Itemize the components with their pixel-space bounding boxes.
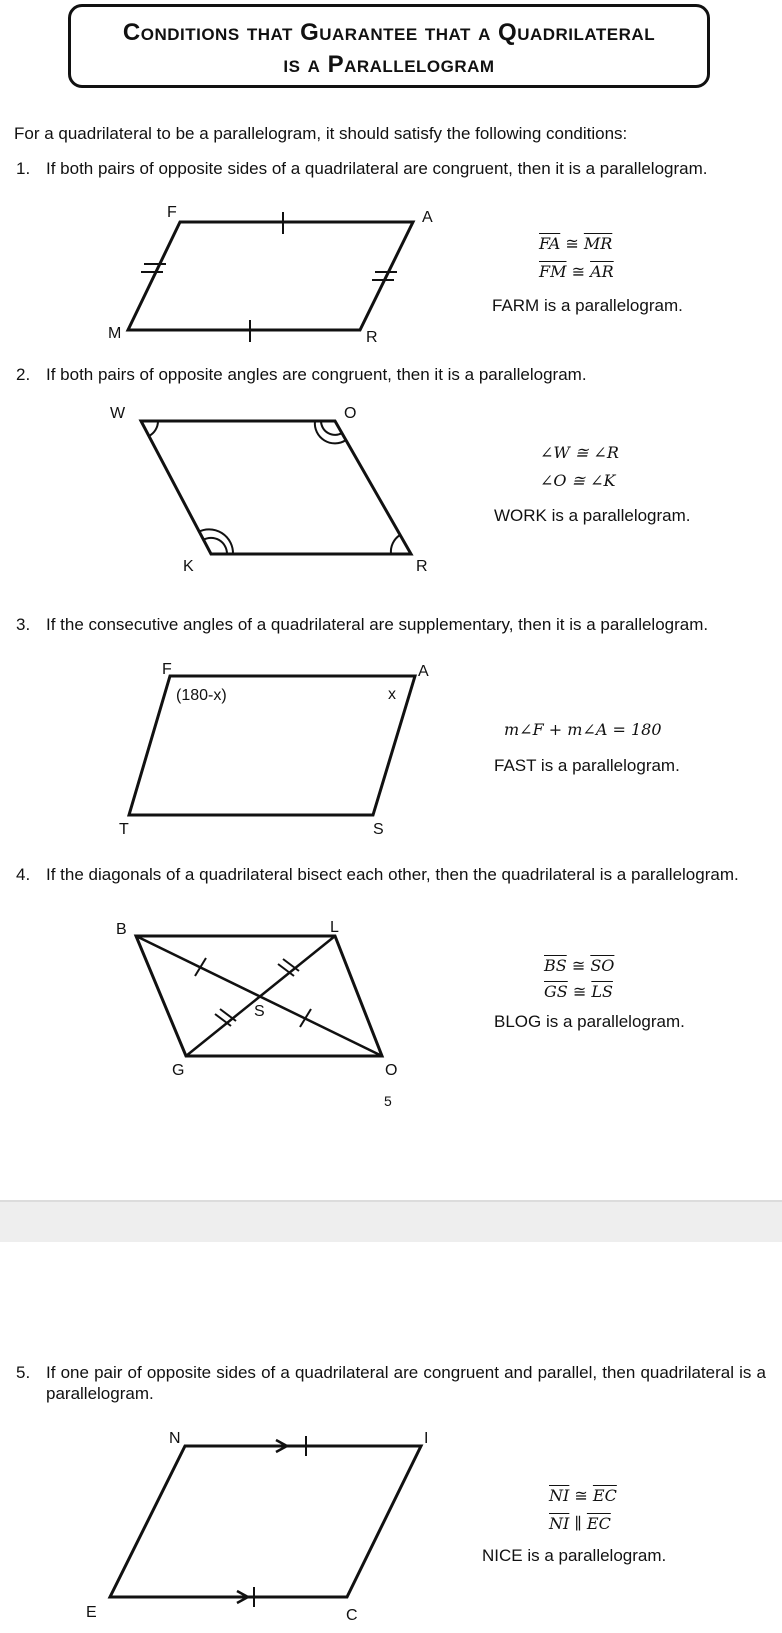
vertex-label: K <box>183 558 194 575</box>
statement: $\overline{BS}$ ≅ $\overline{SO}$ <box>544 956 615 975</box>
conclusion: FAST is a parallelogram. <box>494 756 680 775</box>
condition-number: 2. <box>16 365 31 384</box>
statement: ∠O ≅ ∠K <box>540 471 616 490</box>
condition-number: 5. <box>16 1363 31 1382</box>
vertex-label: W <box>110 405 126 422</box>
statement: $\overline{NI}$ ≅ $\overline{EC}$ <box>549 1486 617 1505</box>
vertex-label: R <box>416 558 428 575</box>
angle-label: (180-x) <box>176 687 227 704</box>
condition-text: If the diagonals of a quadrilateral bisect each other, then the quadrilateral is a parallelogram. <box>46 865 739 884</box>
vertex-label: M <box>108 325 122 342</box>
vertex-label: N <box>169 1430 181 1447</box>
vertex-label: E <box>86 1604 97 1621</box>
vertex-label: F <box>162 661 172 678</box>
statement: $\overline{FM}$ ≅ $\overline{AR}$ <box>539 262 614 281</box>
condition-text: If one pair of opposite sides of a quadrilateral are congruent and parallel, then quadrilateral is a parallelogram. <box>46 1363 766 1403</box>
angle-label: x <box>388 686 396 703</box>
conclusion: FARM is a parallelogram. <box>492 296 683 315</box>
condition-number: 4. <box>16 865 31 884</box>
vertex-label: G <box>172 1062 185 1079</box>
condition-number: 3. <box>16 615 31 634</box>
page-number: 5 <box>384 1093 392 1109</box>
statement: $\overline{GS}$ ≅ $\overline{LS}$ <box>544 982 613 1001</box>
vertex-label: I <box>424 1430 429 1447</box>
statement: ∠W ≅ ∠R <box>540 443 619 462</box>
statement: $\overline{FA}$ ≅ $\overline{MR}$ <box>539 234 613 253</box>
vertex-label: R <box>366 329 378 346</box>
vertex-label: A <box>418 663 429 680</box>
vertex-label: S <box>254 1003 265 1020</box>
vertex-label: S <box>373 821 384 838</box>
condition-number: 1. <box>16 159 31 178</box>
page-title: Conditions that Guarantee that a Quadrilateral <box>122 19 656 46</box>
condition-text: If both pairs of opposite angles are congruent, then it is a parallelogram. <box>46 365 587 384</box>
conclusion: WORK is a parallelogram. <box>494 506 691 525</box>
statement: $\overline{NI}$ ∥ $\overline{EC}$ <box>549 1514 611 1533</box>
vertex-label: O <box>344 405 357 422</box>
vertex-label: O <box>385 1062 398 1079</box>
vertex-label: B <box>116 921 127 938</box>
statement: m∠F + m∠A = 180 <box>504 720 662 739</box>
condition-text: If both pairs of opposite sides of a quadrilateral are congruent, then it is a parallelogram. <box>46 159 708 178</box>
conclusion: NICE is a parallelogram. <box>482 1546 667 1565</box>
vertex-label: C <box>346 1607 358 1624</box>
condition-text: If the consecutive angles of a quadrilateral are supplementary, then it is a parallelogram. <box>46 615 709 634</box>
vertex-label: A <box>422 209 433 226</box>
intro-text: For a quadrilateral to be a parallelogram, it should satisfy the following conditions: <box>14 124 628 143</box>
vertex-label: T <box>119 821 129 838</box>
page-title-line2: is a Parallelogram <box>283 51 495 78</box>
conclusion: BLOG is a parallelogram. <box>494 1012 685 1031</box>
vertex-label: L <box>330 919 339 936</box>
vertex-label: F <box>167 204 177 221</box>
